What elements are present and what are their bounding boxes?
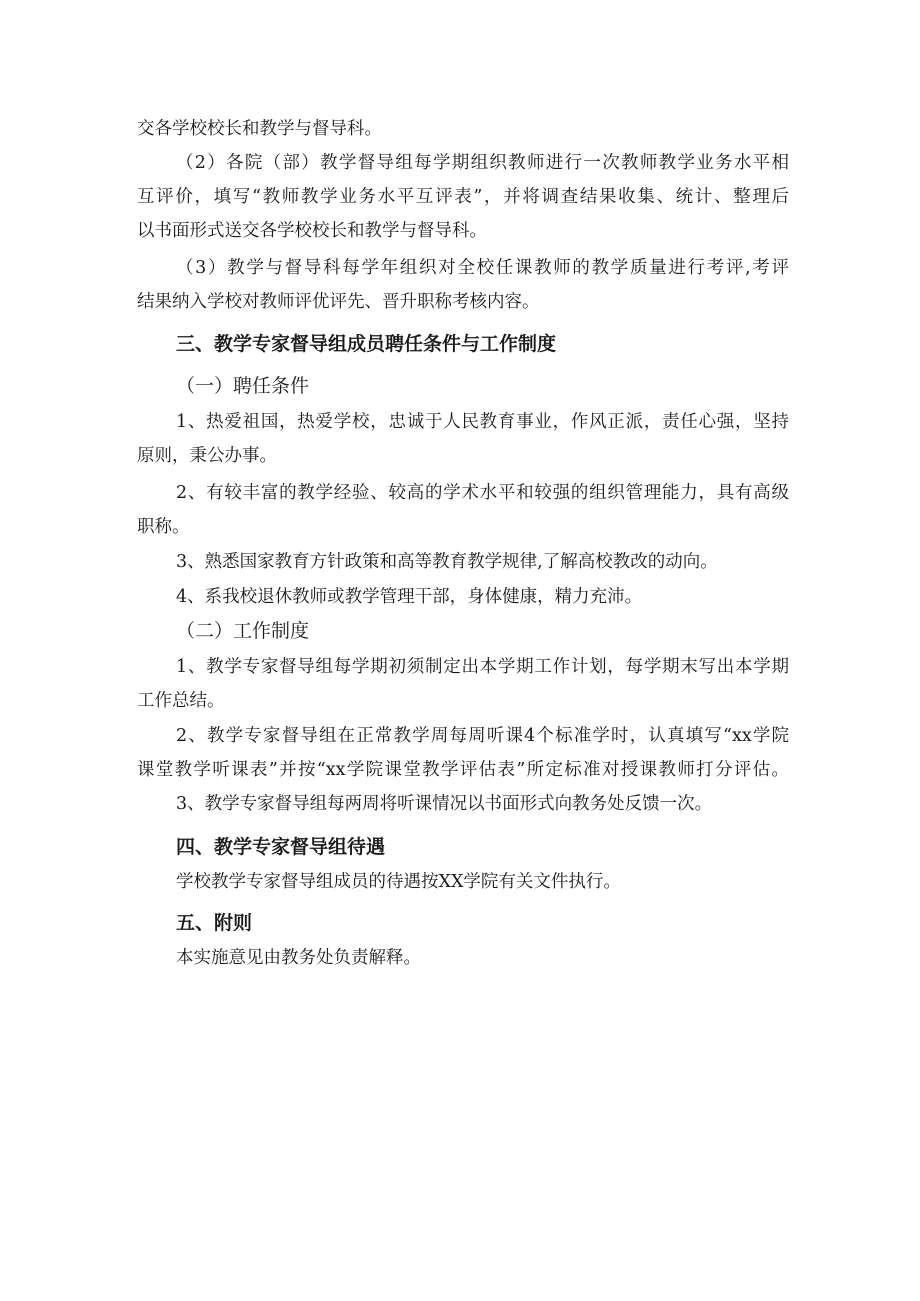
paragraph-line: （3）教学与督导科每学年组织对全校任课教师的教学质量进行考评,考评 — [176, 258, 789, 278]
subsection-heading: （二）工作制度 — [176, 620, 310, 642]
paragraph-line: 2、有较丰富的教学经验、较高的学术水平和较强的组织管理能力，具有高级 — [176, 483, 789, 503]
paragraph-line: 工作总结。 — [137, 691, 225, 711]
paragraph-line: 职称。 — [137, 517, 190, 537]
paragraph-line: 本实施意见由教务处负责解释。 — [176, 948, 421, 968]
subsection-heading: （一）聘任条件 — [176, 375, 310, 397]
paragraph-line: 3、教学专家督导组每两周将听课情况以书面形式向教务处反馈一次。 — [176, 794, 713, 814]
paragraph-line: 4、系我校退休教师或教学管理干部，身体健康，精力充沛。 — [176, 587, 643, 607]
section-heading: 五、附则 — [176, 912, 253, 934]
paragraph-line: 1、热爱祖国，热爱学校，忠诚于人民教育事业，作风正派，责任心强，坚持 — [176, 412, 789, 432]
paragraph-line: 学校教学专家督导组成员的待遇按XX学院有关文件执行。 — [176, 872, 621, 892]
paragraph-line: （2）各院（部）教学督导组每学期组织教师进行一次教师教学业务水平相 — [176, 153, 789, 173]
paragraph-line: 2、教学专家督导组在正常教学周每周听课4个标准学时，认真填写“xx学院 — [176, 726, 789, 746]
paragraph-line: 以书面形式送交各学校校长和教学与督导科。 — [137, 221, 487, 241]
paragraph-line: 原则，秉公办事。 — [137, 446, 277, 466]
paragraph-line: 3、熟悉国家教育方针政策和高等教育教学规律,了解高校教改的动向。 — [176, 552, 718, 572]
paragraph-line: 1、教学专家督导组每学期初须制定出本学期工作计划，每学期末写出本学期 — [176, 657, 789, 677]
section-heading: 四、教学专家督导组待遇 — [176, 836, 386, 858]
section-heading: 三、教学专家督导组成员聘任条件与工作制度 — [176, 333, 557, 355]
paragraph-line: 交各学校校长和教学与督导科。 — [137, 119, 382, 139]
paragraph-line: 课堂教学听课表”并按“xx学院课堂教学评估表”所定标准对授课教师打分评估。 — [137, 760, 789, 780]
paragraph-line: 结果纳入学校对教师评优评先、晋升职称考核内容。 — [137, 292, 540, 312]
paragraph-line: 互评价，填写“教师教学业务水平互评表”，并将调查结果收集、统计、整理后 — [137, 187, 789, 207]
